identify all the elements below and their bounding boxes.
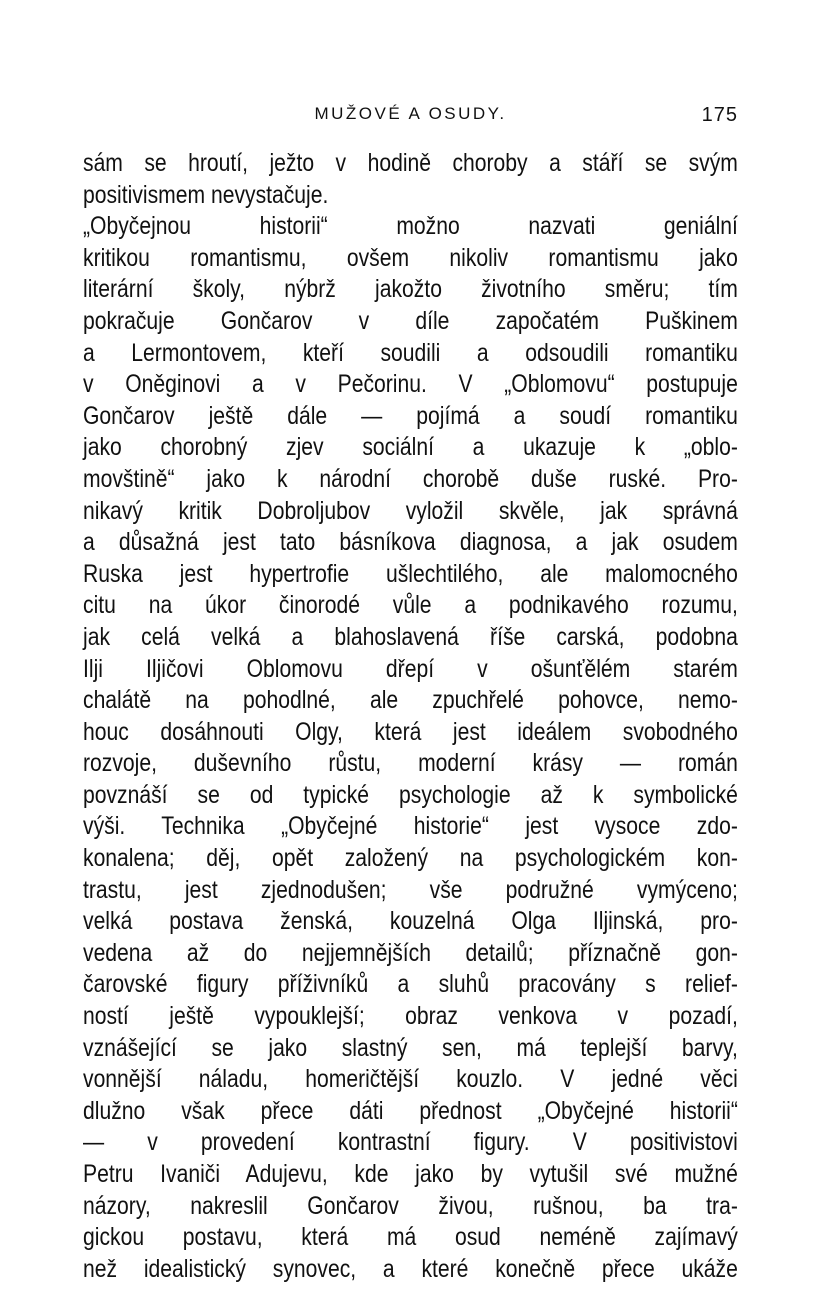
text-line: kritikou romantismu, ovšem nikoliv romantismu jako <box>83 243 738 272</box>
text-line: názory, nakreslil Gončarov živou, rušnou, ba tra- <box>83 1191 738 1220</box>
text-line: konalena; děj, opět založený na psychologickém kon- <box>83 844 738 873</box>
text-line: literární školy, nýbrž jakožto životního směru; tím <box>83 275 738 304</box>
text-line: houc dosáhnouti Olgy, která jest ideálem svobodného <box>83 717 738 746</box>
text-line: a důsažná jest tato básníkova diagnosa, a jak osudem <box>83 528 738 557</box>
text-line: sám se hroutí, ježto v hodině choroby a stáří se svým <box>83 149 738 177</box>
text-line: Petru Ivaniči Adujevu, kde jako by vytušil své mužné <box>83 1160 738 1188</box>
text-line: Gončarov ještě dále — pojímá a soudí romantiku <box>83 401 738 430</box>
text-line: rozvoje, duševního růstu, moderní krásy — román <box>83 749 738 778</box>
text-line: než idealistický synovec, a které konečně přece ukáže <box>83 1254 738 1283</box>
text-line: vznášející se jako slastný sen, má teplejší barvy, <box>83 1033 738 1062</box>
text-line: pokračuje Gončarov v díle započatém Puškinem <box>83 306 738 335</box>
text-line: positivismem nevystačuje. <box>83 180 329 209</box>
text-line: ností ještě vypouklejší; obraz venkova v pozadí, <box>83 1002 738 1031</box>
text-line: nikavý kritik Dobroljubov vyložil skvěle, jak správná <box>83 496 738 525</box>
text-line: výši. Technika „Obyčejné historie“ jest vysoce zdo- <box>83 812 738 841</box>
text-line: chalátě na pohodlné, ale zpuchřelé pohovce, nemo- <box>83 686 738 715</box>
page-number: 175 <box>701 104 738 126</box>
text-line: Ilji Iljičovi Oblomovu dřepí v ošunťělém starém <box>83 654 738 683</box>
text-line: v Oněginovi a v Pečorinu. V „Oblomovu“ postupuje <box>83 370 738 399</box>
text-line: a Lermontovem, kteří soudili a odsoudili romantiku <box>83 338 738 367</box>
text-line: citu na úkor činorodé vůle a podnikavého rozumu, <box>83 591 738 620</box>
text-line: velká postava ženská, kouzelná Olga Iljinská, pro- <box>83 907 738 936</box>
text-line: jak celá velká a blahoslavená říše carská, podobna <box>83 622 738 651</box>
text-line: povznáší se od typické psychologie až k symbolické <box>83 780 738 809</box>
text-line: trastu, jest zjednodušen; vše podružné vymýceno; <box>83 875 738 904</box>
text-line: dlužno však přece dáti přednost „Obyčejné historii“ <box>83 1096 738 1125</box>
text-line: vedena až do nejjemnějších detailů; příznačně gon- <box>83 938 738 967</box>
text-line: jako chorobný zjev sociální a ukazuje k „oblo- <box>83 433 738 462</box>
text-line: vonnější náladu, homeričtější kouzlo. V jedné věci <box>83 1065 738 1094</box>
text-line: „Obyčejnou historii“ možno nazvati geniální <box>83 212 738 241</box>
running-header <box>83 104 738 134</box>
running-title: MUŽOVÉ A OSUDY. <box>314 104 507 123</box>
text-line: — v provedení kontrastní figury. V positivistovi <box>83 1128 738 1157</box>
text-line: Ruska jest hypertrofie ušlechtilého, ale malomocného <box>83 559 738 588</box>
text-line: čarovské figury příživníků a sluhů pracovány s relief- <box>83 970 738 999</box>
text-line: gickou postavu, která má osud neméně zajímavý <box>83 1223 738 1252</box>
text-line: movštině“ jako k národní chorobě duše ruské. Pro- <box>83 464 738 493</box>
body-text <box>83 148 738 1285</box>
